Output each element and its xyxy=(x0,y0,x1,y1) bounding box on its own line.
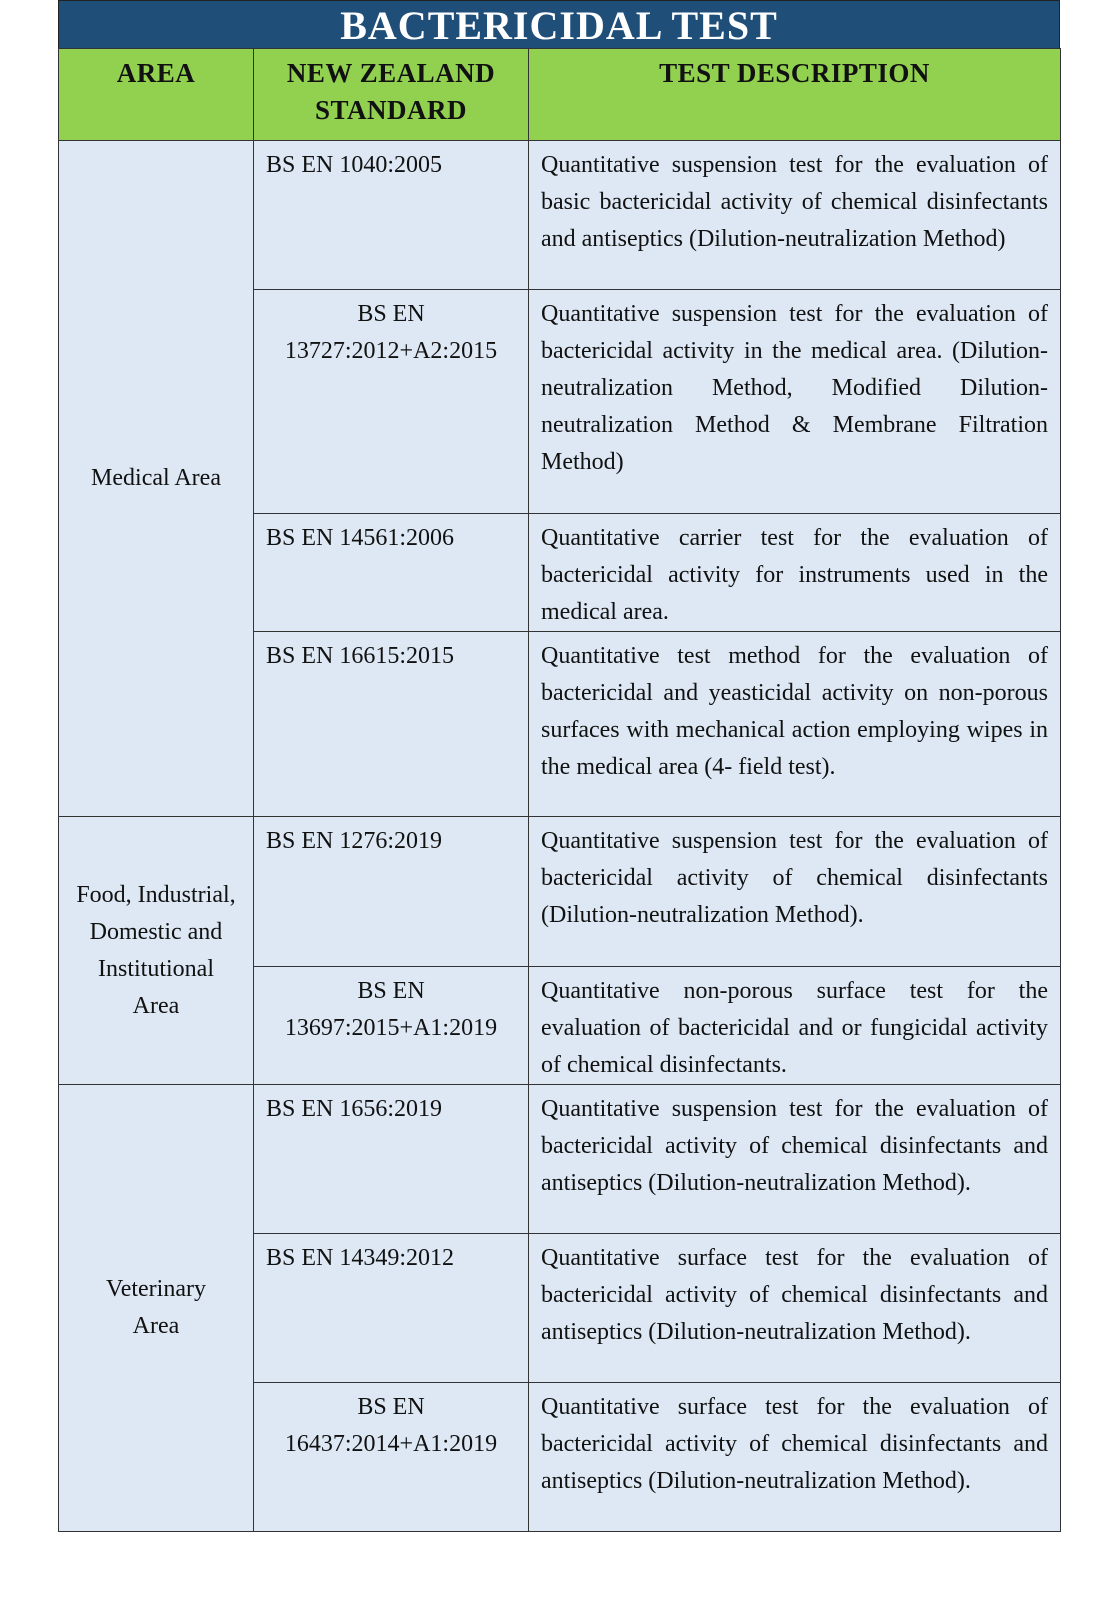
header-description: TEST DESCRIPTION xyxy=(529,49,1061,141)
area-cell-food: Food, Industrial, Domestic and Institutional Area xyxy=(59,817,254,1085)
table-row xyxy=(59,817,1061,967)
standard-cell xyxy=(254,290,529,514)
bactericidal-test-table xyxy=(58,48,1061,1532)
standard-line2: 16437:2014+A1:2019 xyxy=(284,1431,498,1457)
description-cell: Quantitative test method for the evaluation of bactericidal and yeasticidal activity on non-porous surfaces with mechanical action employing wipes in the medical area (4- field test). xyxy=(529,632,1061,817)
standard-line2: 13727:2012+A2:2015 xyxy=(284,338,498,364)
table-title: BACTERICIDAL TEST xyxy=(58,0,1060,48)
description-cell: Quantitative suspension test for the evaluation of bactericidal activity of chemical disinfectants (Dilution-neutralization Method). xyxy=(529,817,1061,967)
standard-cell: BS EN 1656:2019 xyxy=(254,1085,529,1234)
header-row xyxy=(59,49,1061,141)
description-cell: Quantitative suspension test for the evaluation of bactericidal activity in the medical area. (Dilution-neutralization Method, Modified Dilution-neutralization Method & Membrane Filtration Method) xyxy=(529,290,1061,514)
table-row xyxy=(59,141,1061,290)
description-cell: Quantitative non-porous surface test for the evaluation of bactericidal and or fungicidal activity of chemical disinfectants. xyxy=(529,967,1061,1085)
standard-cell: BS EN 16615:2015 xyxy=(254,632,529,817)
header-standard-line1: NEW ZEALAND xyxy=(286,58,496,88)
standard-cell: BS EN 1040:2005 xyxy=(254,141,529,290)
header-standard-line2: STANDARD xyxy=(314,95,467,125)
description-cell: Quantitative suspension test for the evaluation of basic bactericidal activity of chemical disinfectants and antiseptics (Dilution-neutralization Method) xyxy=(529,141,1061,290)
header-standard xyxy=(254,49,529,141)
bactericidal-test-table-container xyxy=(58,0,1060,1532)
table-row xyxy=(59,1085,1061,1234)
description-cell: Quantitative surface test for the evaluation of bactericidal activity of chemical disinfectants and antiseptics (Dilution-neutralization Method). xyxy=(529,1234,1061,1383)
standard-line1: BS EN xyxy=(357,978,425,1004)
standard-line1: BS EN xyxy=(357,301,425,327)
header-area: AREA xyxy=(59,49,254,141)
area-cell-medical: Medical Area xyxy=(59,141,254,817)
standard-cell: BS EN 14561:2006 xyxy=(254,514,529,632)
standard-cell xyxy=(254,1383,529,1532)
description-cell: Quantitative suspension test for the evaluation of bactericidal activity of chemical disinfectants and antiseptics (Dilution-neutralization Method). xyxy=(529,1085,1061,1234)
standard-cell xyxy=(254,967,529,1085)
standard-line2: 13697:2015+A1:2019 xyxy=(284,1015,498,1041)
description-cell: Quantitative surface test for the evaluation of bactericidal activity of chemical disinfectants and antiseptics (Dilution-neutralization Method). xyxy=(529,1383,1061,1532)
standard-cell: BS EN 14349:2012 xyxy=(254,1234,529,1383)
area-cell-veterinary: Veterinary Area xyxy=(59,1085,254,1532)
description-cell: Quantitative carrier test for the evaluation of bactericidal activity for instruments used in the medical area. xyxy=(529,514,1061,632)
standard-line1: BS EN xyxy=(357,1394,425,1420)
standard-cell: BS EN 1276:2019 xyxy=(254,817,529,967)
